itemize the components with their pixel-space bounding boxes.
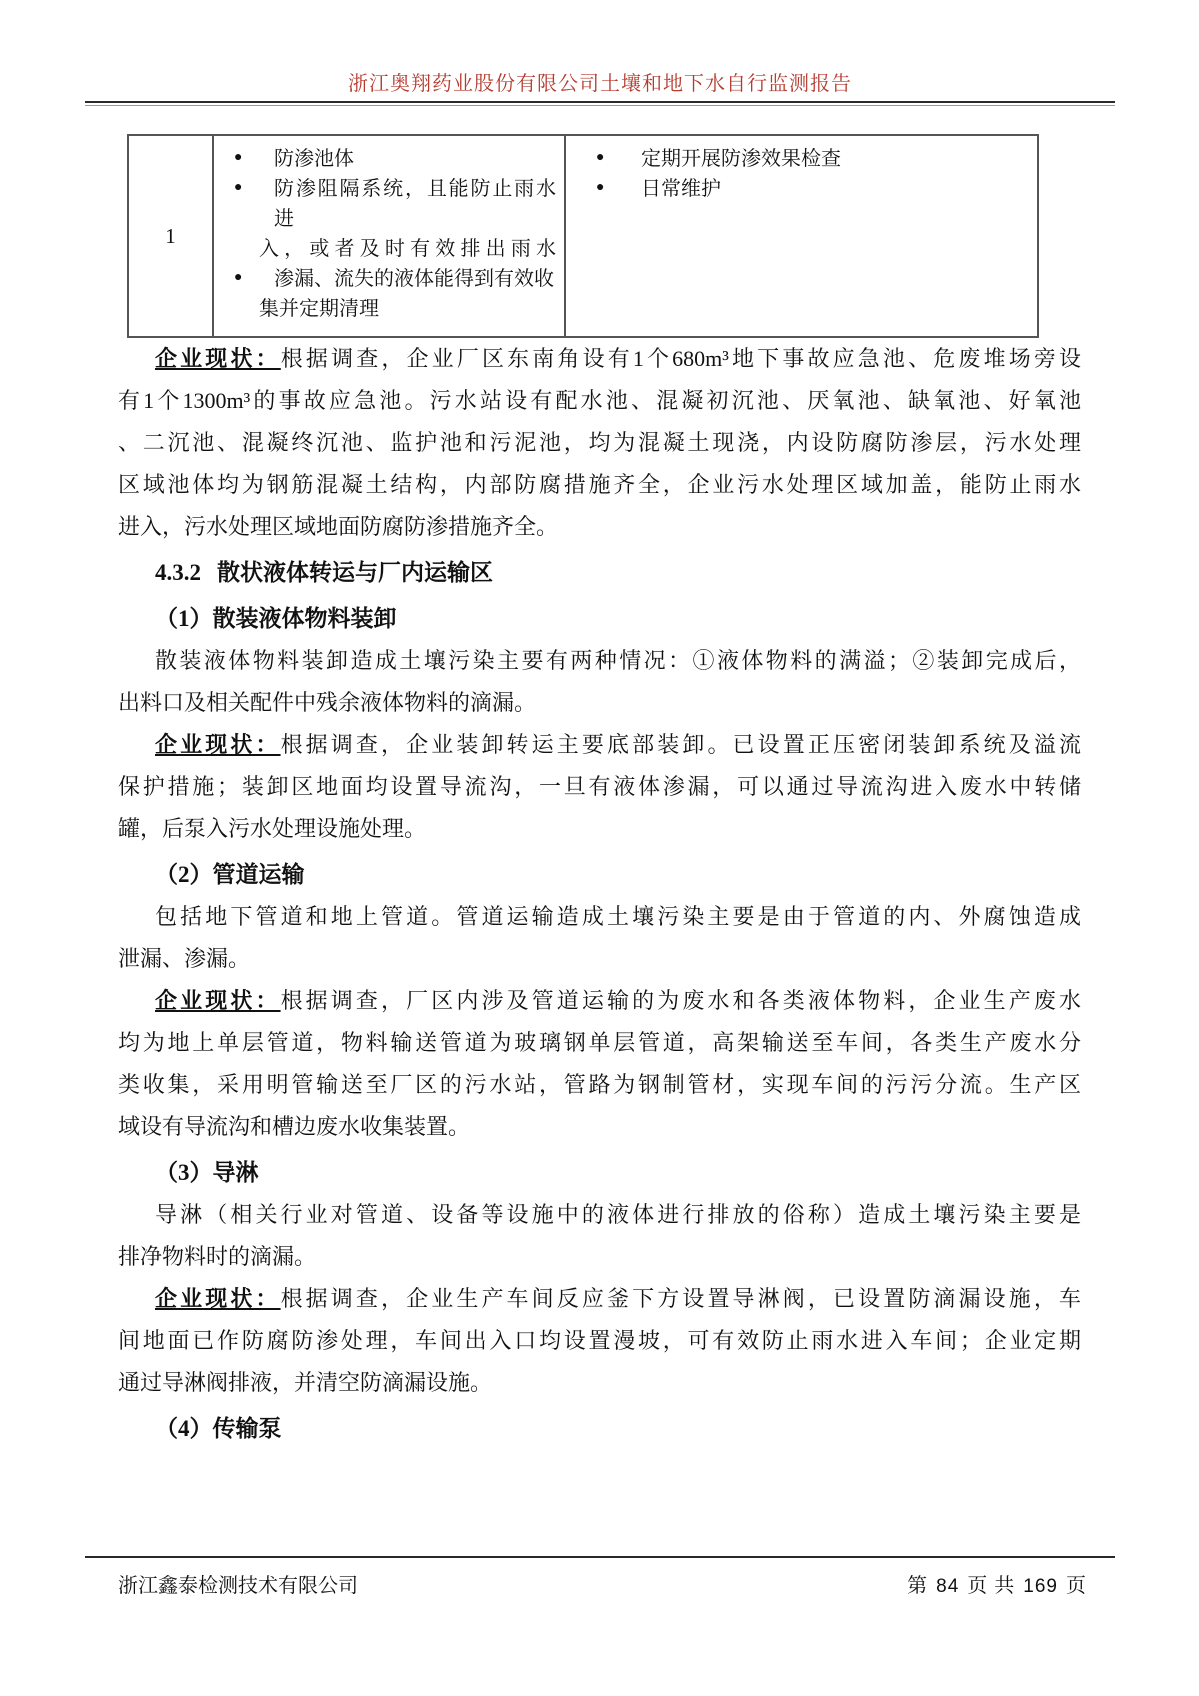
current-page: 84: [936, 1576, 960, 1597]
text-line: 排净物料时的滴漏。: [118, 1244, 317, 1269]
text-line: 出料口及相关配件中残余液体物料的滴漏。: [118, 690, 537, 715]
text-line: [118, 980, 1081, 1022]
paragraph-loading-unloading: [118, 640, 1081, 724]
footer-page-number: [907, 1569, 1087, 1598]
subsection-heading-1: （1）散装液体物料装卸: [155, 606, 397, 631]
table-row: [214, 144, 564, 174]
paragraph-enterprise-status-2: [118, 724, 1081, 850]
text-line: 均为地上单层管道，物料输送管道为玻璃钢单层管道，高架输送至车间，各类生产废水分: [118, 1030, 1081, 1055]
measure-text: 集并定期清理: [259, 298, 379, 320]
subsection-heading-2: （2）管道运输: [155, 862, 305, 887]
measure-text: 防渗池体: [274, 148, 354, 170]
footer-company: 浙江鑫泰检测技术有限公司: [118, 1575, 358, 1597]
section-title: 散状液体转运与厂内运输区: [217, 560, 493, 585]
text-line: 包括地下管道和地上管道。管道运输造成土壤污染主要是由于管道的内、外腐蚀造成: [155, 904, 1081, 929]
table-row: [566, 144, 1037, 174]
line-text: 根据调查，厂区内涉及管道运输的为废水和各类液体物料，企业生产废水: [280, 988, 1081, 1013]
paragraph-enterprise-status-1: [118, 338, 1081, 548]
bullet-icon: ●: [234, 180, 243, 195]
text-line: 导淋（相关行业对管道、设备等设施中的液体进行排放的俗称）造成土壤污染主要是: [155, 1202, 1081, 1227]
inspection-text: 日常维护: [641, 178, 721, 200]
text-line: [118, 724, 1081, 766]
section-heading-4-3-2: [118, 552, 1081, 594]
table-row: [214, 264, 564, 294]
bullet-icon: ●: [596, 180, 605, 195]
page-body: [118, 134, 1081, 1450]
table-row: [214, 174, 564, 234]
paragraph-pipeline: [118, 896, 1081, 980]
page-header: [85, 72, 1115, 106]
text-line: [118, 338, 1081, 380]
section-number: 4.3.2: [155, 560, 201, 585]
page-footer: [85, 1556, 1115, 1598]
subsection-heading-3: （3）导淋: [155, 1160, 259, 1185]
page-prefix: 第: [907, 1575, 929, 1597]
header-divider: [85, 101, 1115, 106]
table-cell-index: [129, 136, 214, 336]
text-line: 区域池体均为钢筋混凝土结构，内部防腐措施齐全，企业污水处理区域加盖，能防止雨水: [118, 472, 1081, 497]
text-line: 保护措施；装卸区地面均设置导流沟，一旦有液体渗漏，可以通过导流沟进入废水中转储: [118, 774, 1081, 799]
line-text: 根据调查，企业生产车间反应釜下方设置导淋阀，已设置防滴漏设施，车: [280, 1286, 1081, 1311]
enterprise-status-label: 企业现状：: [155, 1286, 281, 1311]
table-cell-inspection: [566, 136, 1037, 336]
page-suffix: 页: [1066, 1575, 1087, 1597]
measure-text: 防渗阻隔系统，且能防止雨水 进: [274, 178, 556, 230]
text-line: 类收集，采用明管输送至厂区的污水站，管路为钢制管材，实现车间的污污分流。生产区: [118, 1072, 1081, 1097]
line-text: 根据调查，企业装卸转运主要底部装卸。已设置正压密闭装卸系统及溢流: [280, 732, 1081, 757]
measure-text: 入，或者及时有效排出雨水: [259, 238, 556, 260]
paragraph-enterprise-status-3: [118, 980, 1081, 1148]
subsection-heading-4: （4）传输泵: [155, 1416, 282, 1441]
enterprise-status-label: 企业现状：: [155, 346, 281, 371]
text-line: [118, 1278, 1081, 1320]
text-line: 间地面已作防腐防渗处理，车间出入口均设置漫坡，可有效防止雨水进入车间；企业定期: [118, 1328, 1081, 1353]
table-row-continuation: [214, 234, 564, 264]
text-line: 域设有导流沟和槽边废水收集装置。: [118, 1114, 471, 1139]
enterprise-status-label: 企业现状：: [155, 732, 281, 757]
text-line: 、二沉池、混凝终沉池、监护池和污泥池，均为混凝土现浇，内设防腐防渗层，污水处理: [118, 430, 1081, 455]
row-number: 1: [165, 223, 176, 248]
text-line: 进入，污水处理区域地面防腐防渗措施齐全。: [118, 514, 559, 539]
text-line: 罐，后泵入污水处理设施处理。: [118, 816, 427, 841]
paragraph-drain: [118, 1194, 1081, 1278]
table-row: [566, 174, 1037, 204]
enterprise-status-label: 企业现状：: [155, 988, 281, 1013]
table-row-continuation: [214, 294, 564, 324]
paragraph-enterprise-status-4: [118, 1278, 1081, 1404]
text-line: 通过导淋阀排液，并清空防滴漏设施。: [118, 1370, 493, 1395]
inspection-text: 定期开展防渗效果检查: [641, 148, 841, 170]
text-line: 有1个1300m³的事故应急池。污水站设有配水池、混凝初沉池、厌氧池、缺氧池、好氧池: [118, 388, 1081, 413]
line-text: 根据调查，企业厂区东南角设有1个680m³地下事故应急池、危废堆场旁设: [280, 346, 1081, 371]
total-pages: 169: [1023, 1576, 1058, 1597]
bullet-icon: ●: [234, 150, 243, 165]
measure-text: 渗漏、流失的液体能得到有效收: [274, 268, 554, 290]
text-line: 散装液体物料装卸造成土壤污染主要有两种情况：①液体物料的满溢；②装卸完成后，: [155, 648, 1081, 673]
bullet-icon: ●: [234, 270, 243, 285]
report-title: 浙江奥翔药业股份有限公司土壤和地下水自行监测报告: [348, 73, 852, 95]
seepage-measures-table: [127, 134, 1039, 338]
bullet-icon: ●: [596, 150, 605, 165]
page-mid: 页 共: [967, 1575, 1016, 1597]
text-line: 泄漏、渗漏。: [118, 946, 251, 971]
table-cell-measures: [214, 136, 566, 336]
